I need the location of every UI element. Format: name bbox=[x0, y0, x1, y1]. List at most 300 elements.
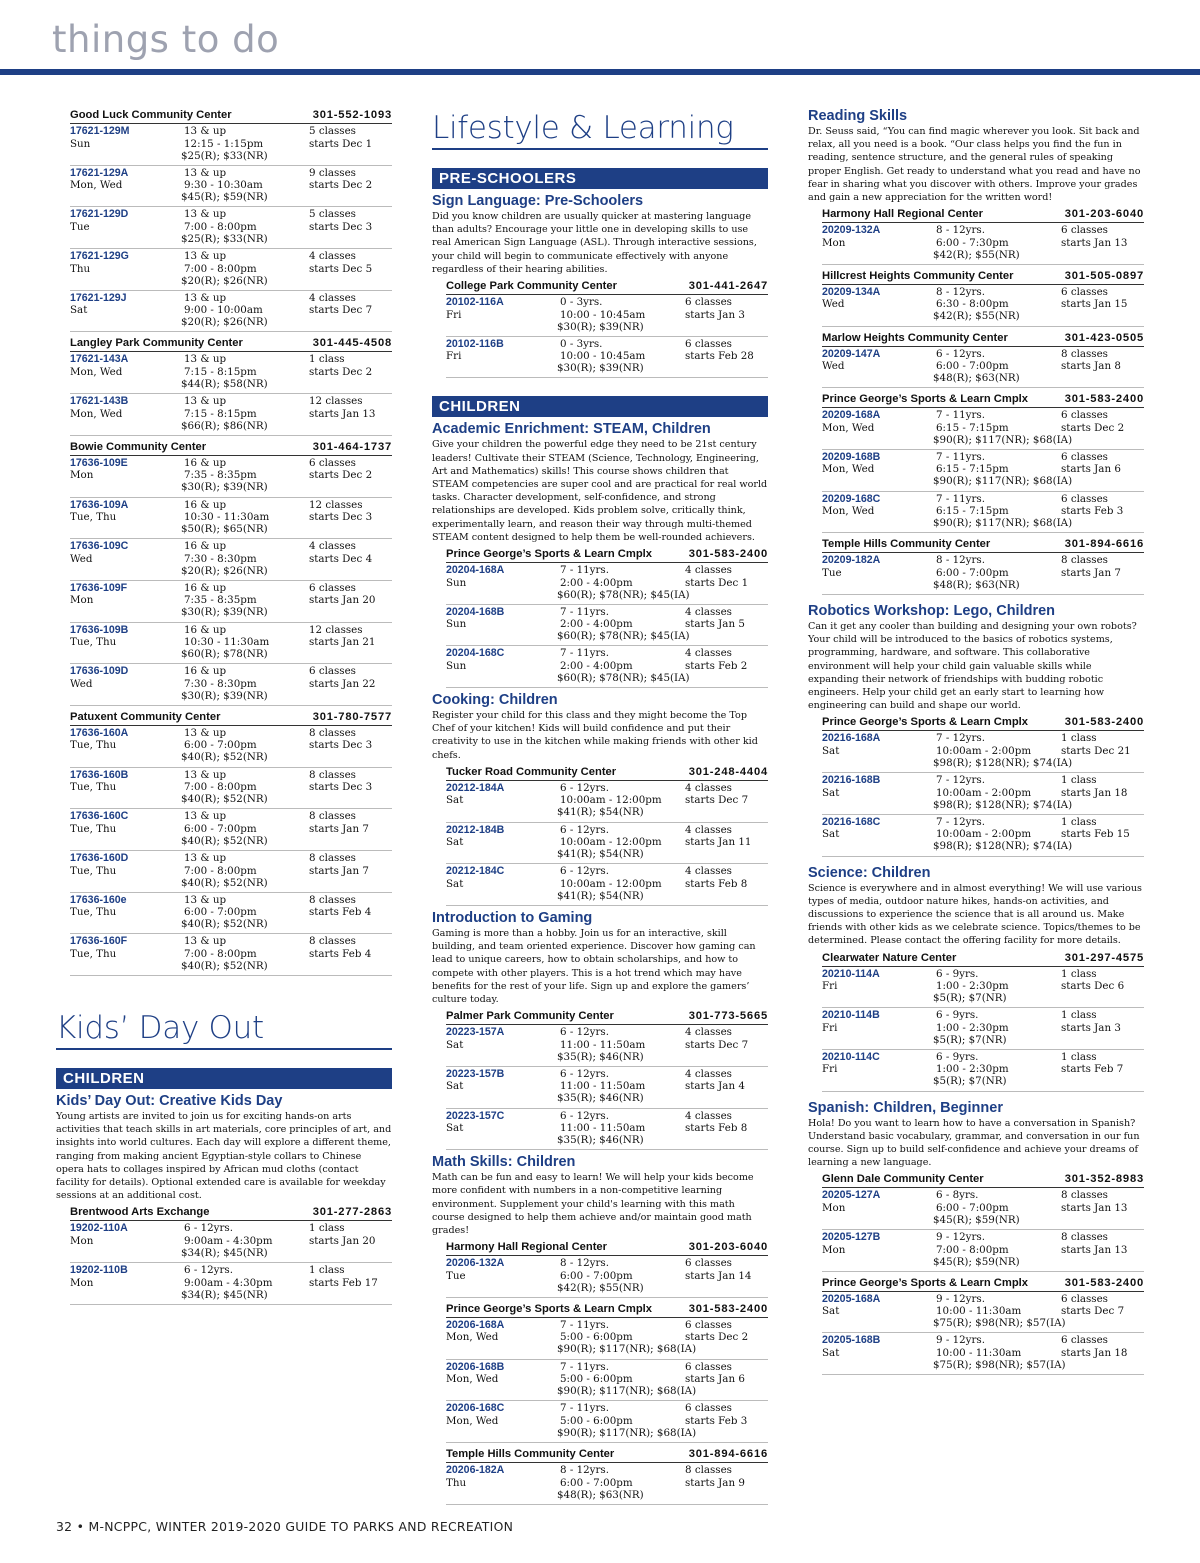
class-days: Mon bbox=[70, 1276, 94, 1289]
class-row bbox=[446, 605, 768, 647]
venue-name: Marlow Heights Community Center bbox=[822, 331, 1008, 344]
venue-block bbox=[822, 207, 1144, 265]
start-date: starts Feb 3 bbox=[1061, 505, 1124, 518]
course-code: 20209-168A bbox=[822, 409, 881, 422]
start-date: starts Dec 2 bbox=[309, 365, 373, 378]
children-banner: CHILDREN bbox=[56, 1068, 392, 1089]
venue-phone: 301-894-6616 bbox=[688, 1448, 768, 1460]
venue-header bbox=[70, 440, 392, 456]
class-count: 8 classes bbox=[685, 1464, 732, 1476]
class-time: 11:00 - 11:50am bbox=[560, 1080, 646, 1093]
class-count: 1 class bbox=[1061, 967, 1097, 980]
course-code: 20223-157B bbox=[446, 1067, 505, 1080]
class-fee: $30(R); $39(NR) bbox=[181, 689, 268, 702]
start-date: starts Dec 7 bbox=[309, 304, 373, 317]
start-date: starts Dec 1 bbox=[685, 576, 749, 589]
course-code: 17621-129G bbox=[70, 250, 129, 263]
class-fee: $25(R); $33(NR) bbox=[181, 232, 268, 245]
course-code: 20205-168A bbox=[822, 1292, 881, 1305]
course-code: 20209-182A bbox=[822, 554, 881, 567]
class-days: Mon bbox=[70, 469, 94, 482]
age-range: 16 & up bbox=[184, 623, 227, 636]
venue-header bbox=[70, 1205, 392, 1221]
class-count: 1 class bbox=[1061, 1009, 1097, 1022]
course-code: 17636-160A bbox=[70, 726, 129, 739]
start-date: starts Feb 28 bbox=[685, 350, 754, 363]
course-code: 20223-157A bbox=[446, 1026, 505, 1039]
class-time: 6:00 - 7:00pm bbox=[936, 1201, 1009, 1214]
class-row bbox=[822, 1333, 1144, 1375]
lifestyle-learning-title: Lifestyle & Learning bbox=[432, 110, 768, 150]
class-count: 12 classes bbox=[309, 395, 363, 408]
class-count: 1 class bbox=[1061, 774, 1097, 787]
class-days: Tue, Thu bbox=[70, 822, 117, 835]
venue-block bbox=[446, 1009, 768, 1150]
class-row bbox=[446, 864, 768, 906]
class-days: Sat bbox=[446, 1122, 464, 1135]
class-row bbox=[70, 166, 392, 208]
venue-header bbox=[822, 1172, 1144, 1188]
class-count: 4 classes bbox=[685, 865, 732, 878]
class-count: 4 classes bbox=[685, 1067, 732, 1080]
class-time: 6:00 - 7:30pm bbox=[936, 236, 1009, 249]
class-time: 10:00am - 2:00pm bbox=[936, 786, 1032, 799]
age-range: 13 & up bbox=[184, 935, 227, 948]
age-range: 0 - 3yrs. bbox=[560, 337, 603, 350]
class-fee: $30(R); $39(NR) bbox=[181, 606, 268, 619]
class-days: Sat bbox=[446, 794, 464, 807]
age-range: 6 - 12yrs. bbox=[560, 781, 609, 794]
class-fee: $98(R); $128(NR); $74(IA) bbox=[933, 840, 1073, 853]
class-count: 8 classes bbox=[309, 852, 356, 864]
class-row bbox=[446, 1256, 768, 1298]
course-code: 17636-109B bbox=[70, 623, 129, 636]
venue-phone: 301-583-2400 bbox=[1064, 393, 1144, 406]
class-days: Tue bbox=[446, 1269, 466, 1282]
class-fee: $90(R); $117(NR); $68(IA) bbox=[557, 1343, 697, 1356]
start-date: starts Jan 20 bbox=[309, 594, 376, 607]
venue-list bbox=[432, 547, 768, 688]
class-count: 1 class bbox=[309, 1222, 345, 1235]
class-days: Tue, Thu bbox=[70, 864, 117, 877]
course-description: Did you know children are usually quicker at mastering language than adults? Encourage your little one in developing skills to use real American Sign Language (ASL). Through interactive sessions, your child will begin to communicate effectively with anyone regardless of their hearing abilities. bbox=[432, 211, 757, 275]
class-time: 6:00 - 7:00pm bbox=[936, 566, 1009, 579]
class-time: 6:15 - 7:15pm bbox=[936, 421, 1009, 434]
class-count: 6 classes bbox=[685, 1257, 732, 1270]
course-code: 20210-114C bbox=[822, 1050, 880, 1063]
course-title: Introduction to Gaming bbox=[432, 909, 593, 926]
class-count: 4 classes bbox=[685, 823, 732, 836]
class-time: 7:00 - 8:00pm bbox=[184, 864, 257, 877]
class-row bbox=[822, 1188, 1144, 1230]
class-count: 4 classes bbox=[685, 605, 732, 618]
course-code: 17621-129M bbox=[70, 125, 130, 137]
course-code: 17636-109D bbox=[70, 665, 129, 678]
class-row bbox=[70, 1263, 392, 1305]
course-code: 19202-110B bbox=[70, 1264, 128, 1277]
venue-name: Brentwood Arts Exchange bbox=[70, 1206, 210, 1219]
venue-header bbox=[446, 1447, 768, 1463]
venue-block bbox=[446, 279, 768, 378]
course-code: 20206-168A bbox=[446, 1318, 505, 1331]
course-code: 20204-168B bbox=[446, 605, 505, 618]
course-description: Register your child for this class and they might become the Top Chef of your kitchen! Kids will build confidence and put their creativity to use in the kitchen while making friends with other kid chefs. bbox=[432, 710, 758, 761]
class-count: 1 class bbox=[1061, 1050, 1097, 1063]
class-days: Mon bbox=[70, 594, 94, 607]
class-time: 5:00 - 6:00pm bbox=[560, 1331, 633, 1344]
class-time: 6:00 - 7:00pm bbox=[184, 822, 257, 835]
class-row bbox=[446, 295, 768, 337]
course-code: 20216-168C bbox=[822, 815, 881, 828]
course-code: 20206-168B bbox=[446, 1360, 505, 1373]
venue-header bbox=[70, 710, 392, 726]
class-time: 7:00 - 8:00pm bbox=[184, 947, 257, 960]
class-fee: $35(R); $46(NR) bbox=[557, 1092, 644, 1105]
course-code: 17621-143B bbox=[70, 395, 129, 408]
class-row bbox=[822, 731, 1144, 773]
class-fee: $60(R); $78(NR); $45(IA) bbox=[557, 630, 690, 643]
class-days: Tue, Thu bbox=[70, 511, 117, 523]
venue-phone: 301-552-1093 bbox=[312, 109, 392, 121]
class-row bbox=[70, 623, 392, 665]
class-row bbox=[70, 249, 392, 291]
class-days: Fri bbox=[446, 308, 462, 321]
class-count: 6 classes bbox=[309, 456, 356, 469]
venue-header bbox=[446, 1009, 768, 1025]
start-date: starts Jan 5 bbox=[685, 618, 745, 631]
start-date: starts Dec 3 bbox=[309, 511, 373, 523]
age-range: 8 - 12yrs. bbox=[560, 1464, 609, 1476]
class-days: Fri bbox=[822, 1021, 838, 1034]
class-fee: $48(R); $63(NR) bbox=[933, 578, 1020, 591]
age-range: 13 & up bbox=[184, 768, 227, 781]
start-date: starts Jan 13 bbox=[309, 407, 376, 420]
start-date: starts Jan 9 bbox=[685, 1476, 745, 1489]
venue-block bbox=[822, 392, 1144, 533]
age-range: 6 - 12yrs. bbox=[936, 347, 985, 360]
class-count: 8 classes bbox=[1061, 1189, 1108, 1202]
class-days: Sat bbox=[446, 1080, 464, 1093]
start-date: starts Jan 15 bbox=[1061, 298, 1128, 311]
course-code: 20209-132A bbox=[822, 224, 881, 237]
start-date: starts Jan 3 bbox=[685, 308, 745, 321]
class-days: Mon bbox=[70, 1234, 94, 1247]
class-count: 4 classes bbox=[309, 291, 356, 304]
venue-list bbox=[56, 108, 392, 976]
venue-list bbox=[432, 765, 768, 906]
class-fee: $40(R); $52(NR) bbox=[181, 959, 268, 972]
venue-block bbox=[446, 1447, 768, 1505]
course-code: 17636-160D bbox=[70, 852, 129, 864]
start-date: starts Jan 13 bbox=[1061, 1201, 1128, 1214]
class-days: Sat bbox=[446, 836, 464, 849]
class-row bbox=[822, 1292, 1144, 1334]
start-date: starts Jan 14 bbox=[685, 1269, 752, 1282]
venue-header bbox=[822, 392, 1144, 408]
class-row bbox=[70, 498, 392, 540]
age-range: 16 & up bbox=[184, 665, 227, 678]
class-row bbox=[446, 1401, 768, 1443]
class-days: Fri bbox=[446, 350, 462, 363]
start-date: starts Dec 21 bbox=[1061, 744, 1131, 757]
class-count: 6 classes bbox=[685, 296, 732, 309]
class-count: 4 classes bbox=[685, 647, 732, 660]
class-time: 6:30 - 8:00pm bbox=[936, 298, 1009, 311]
age-range: 6 - 8yrs. bbox=[936, 1189, 979, 1202]
course-code: 17621-129J bbox=[70, 291, 127, 304]
class-fee: $42(R); $55(NR) bbox=[557, 1281, 644, 1294]
class-count: 6 classes bbox=[1061, 285, 1108, 298]
class-row bbox=[822, 450, 1144, 492]
course-code: 20205-168B bbox=[822, 1334, 881, 1347]
start-date: starts Dec 6 bbox=[1061, 980, 1125, 993]
class-count: 4 classes bbox=[685, 1026, 732, 1039]
page-section-title: things to do bbox=[52, 18, 280, 61]
course-code: 20209-134A bbox=[822, 285, 881, 298]
age-range: 8 - 12yrs. bbox=[936, 554, 985, 567]
course-code: 20212-184B bbox=[446, 823, 505, 836]
class-fee: $48(R); $63(NR) bbox=[557, 1488, 644, 1501]
pre-schoolers-banner: PRE-SCHOOLERS bbox=[432, 168, 768, 189]
venue-name: Prince George’s Sports & Learn Cmplx bbox=[446, 1302, 652, 1315]
class-days: Tue, Thu bbox=[70, 947, 117, 960]
course-code: 20102-116A bbox=[446, 296, 504, 309]
class-fee: $41(R); $54(NR) bbox=[557, 848, 644, 861]
class-time: 9:30 - 10:30am bbox=[184, 179, 263, 192]
class-days: Mon, Wed bbox=[446, 1414, 499, 1427]
start-date: starts Jan 8 bbox=[1061, 360, 1121, 373]
start-date: starts Jan 11 bbox=[685, 836, 752, 849]
venue-list bbox=[808, 1172, 1144, 1375]
venue-phone: 301-583-2400 bbox=[1064, 1276, 1144, 1289]
start-date: starts Jan 22 bbox=[309, 677, 376, 690]
class-time: 9:00am - 4:30pm bbox=[184, 1234, 273, 1247]
class-time: 2:00 - 4:00pm bbox=[560, 659, 633, 672]
venue-list bbox=[432, 279, 768, 378]
class-time: 7:15 - 8:15pm bbox=[184, 407, 257, 420]
class-fee: $30(R); $39(NR) bbox=[181, 481, 268, 494]
class-fee: $66(R); $86(NR) bbox=[181, 419, 268, 432]
class-row bbox=[70, 1221, 392, 1263]
class-fee: $5(R); $7(NR) bbox=[933, 1075, 1007, 1088]
class-count: 8 classes bbox=[1061, 347, 1108, 360]
start-date: starts Jan 20 bbox=[309, 1234, 376, 1247]
age-range: 7 - 11yrs. bbox=[936, 450, 985, 463]
class-count: 5 classes bbox=[309, 208, 356, 221]
class-fee: $35(R); $46(NR) bbox=[557, 1050, 644, 1063]
class-fee: $48(R); $63(NR) bbox=[933, 372, 1020, 385]
venue-block bbox=[822, 715, 1144, 856]
start-date: starts Dec 2 bbox=[1061, 421, 1125, 434]
class-time: 2:00 - 4:00pm bbox=[560, 576, 633, 589]
class-fee: $90(R); $117(NR); $68(IA) bbox=[933, 475, 1073, 488]
class-fee: $20(R); $26(NR) bbox=[181, 316, 268, 329]
class-time: 12:15 - 1:15pm bbox=[184, 137, 264, 150]
class-fee: $20(R); $26(NR) bbox=[181, 274, 268, 287]
class-count: 6 classes bbox=[1061, 1334, 1108, 1347]
course-description: Dr. Seuss said, “You can find magic wherever you look. Sit back and relax, all you need is a book. “Our class helps you find the fun in reading, sentence structure, and the general rules of speaking proper English. Get ready to understand what you read and have no fear in sharing what you discover with others. Improve your grades and gain a new appreciation for the written word! bbox=[808, 126, 1141, 204]
course-code: 17621-129D bbox=[70, 208, 129, 221]
class-row bbox=[446, 823, 768, 865]
class-days: Mon bbox=[822, 236, 846, 249]
age-range: 13 & up bbox=[184, 893, 227, 906]
class-fee: $90(R); $117(NR); $68(IA) bbox=[557, 1426, 697, 1439]
age-range: 7 - 11yrs. bbox=[560, 1402, 609, 1415]
venue-phone: 301-248-4404 bbox=[688, 765, 768, 778]
class-time: 2:00 - 4:00pm bbox=[560, 618, 633, 631]
age-range: 6 - 12yrs. bbox=[560, 1026, 609, 1039]
class-time: 10:00 - 11:30am bbox=[936, 1346, 1022, 1359]
class-row bbox=[70, 893, 392, 935]
course-description: Give your children the powerful edge they need to be 21st century leaders! Cultivate their STEAM (Science, Technology, Engineering, Art and Mathematics) skills! This course shows children that STEAM competencies are super cool and are practical for real world tasks. Character development, self-confidence, and strong relationships are developed. Kids problem solve, critically think, experimentally learn, and reason their way through multi-themed STEAM content designed to help them be well-rounded achievers. bbox=[432, 439, 768, 543]
age-range: 7 - 11yrs. bbox=[936, 492, 985, 505]
class-row bbox=[446, 337, 768, 379]
class-count: 6 classes bbox=[685, 1318, 732, 1331]
class-fee: $34(R); $45(NR) bbox=[181, 1246, 268, 1259]
course-code: 17621-143A bbox=[70, 353, 129, 366]
start-date: starts Feb 7 bbox=[1061, 1063, 1124, 1076]
venue-list bbox=[432, 1009, 768, 1150]
start-date: starts Dec 2 bbox=[309, 469, 373, 482]
class-row bbox=[822, 285, 1144, 327]
class-time: 10:00 - 10:45am bbox=[560, 308, 646, 321]
venue-phone: 301-894-6616 bbox=[1064, 538, 1144, 551]
class-days: Mon, Wed bbox=[822, 421, 875, 434]
course-title: Reading Skills bbox=[808, 108, 908, 124]
venue-name: Prince George’s Sports & Learn Cmplx bbox=[822, 1276, 1028, 1289]
class-days: Sat bbox=[446, 877, 464, 890]
class-row bbox=[446, 1360, 768, 1402]
start-date: starts Jan 13 bbox=[1061, 236, 1128, 249]
class-time: 7:35 - 8:35pm bbox=[184, 469, 257, 482]
class-count: 1 class bbox=[1061, 815, 1097, 828]
class-count: 6 classes bbox=[1061, 450, 1108, 463]
class-time: 1:00 - 2:30pm bbox=[936, 1063, 1009, 1076]
class-time: 7:30 - 8:30pm bbox=[184, 552, 257, 565]
venue-header bbox=[822, 331, 1144, 347]
venue-block bbox=[70, 108, 392, 332]
course-code: 20209-168B bbox=[822, 450, 881, 463]
class-row bbox=[70, 934, 392, 976]
class-time: 9:00 - 10:00am bbox=[184, 304, 263, 317]
venue-phone: 301-780-7577 bbox=[312, 710, 392, 723]
course-code: 20206-168C bbox=[446, 1402, 505, 1415]
class-days: Sat bbox=[822, 786, 840, 799]
course-code: 20205-127B bbox=[822, 1231, 881, 1244]
course-description: Math can be fun and easy to learn! We will help your kids become more confident with numbers in a non-competitive learning environment. Supplement your child's learning with this math course designed to help them achieve and/or maintain good math grades! bbox=[432, 1172, 754, 1237]
class-row bbox=[70, 124, 392, 166]
column-2 bbox=[432, 108, 768, 1509]
class-fee: $5(R); $7(NR) bbox=[933, 1033, 1007, 1046]
class-row bbox=[446, 1463, 768, 1505]
course-title: Spanish: Children, Beginner bbox=[808, 1099, 1003, 1116]
class-fee: $90(R); $117(NR); $68(IA) bbox=[933, 433, 1073, 446]
class-count: 9 classes bbox=[309, 166, 356, 179]
class-days: Tue bbox=[822, 566, 842, 579]
class-days: Tue, Thu bbox=[70, 739, 117, 752]
class-fee: $42(R); $55(NR) bbox=[933, 248, 1020, 261]
age-range: 13 & up bbox=[184, 852, 227, 864]
course-title: Cooking: Children bbox=[432, 692, 558, 709]
class-row bbox=[822, 492, 1144, 534]
venue-header bbox=[822, 715, 1144, 731]
course-title: Science: Children bbox=[808, 864, 931, 881]
start-date: starts Dec 3 bbox=[309, 739, 373, 752]
venue-block bbox=[822, 269, 1144, 327]
course-code: 17636-109F bbox=[70, 581, 128, 594]
class-time: 7:00 - 8:00pm bbox=[184, 781, 257, 794]
age-range: 8 - 12yrs. bbox=[560, 1257, 609, 1270]
class-fee: $30(R); $39(NR) bbox=[557, 320, 644, 333]
class-row bbox=[446, 781, 768, 823]
class-count: 6 classes bbox=[685, 337, 732, 350]
start-date: starts Dec 2 bbox=[309, 179, 373, 192]
venue-phone: 301-464-1737 bbox=[312, 440, 392, 453]
class-fee: $98(R); $128(NR); $74(IA) bbox=[933, 798, 1073, 811]
venue-list bbox=[432, 1240, 768, 1504]
course-code: 17636-160F bbox=[70, 935, 128, 948]
venue-phone: 301-773-5665 bbox=[688, 1010, 768, 1023]
class-time: 7:00 - 8:00pm bbox=[184, 220, 257, 233]
class-row bbox=[70, 539, 392, 581]
class-days: Tue bbox=[70, 220, 90, 233]
age-range: 7 - 11yrs. bbox=[560, 605, 609, 618]
course-code: 17636-109C bbox=[70, 540, 129, 553]
venue-phone: 301-583-2400 bbox=[688, 548, 768, 561]
venue-header bbox=[446, 1240, 768, 1256]
start-date: starts Jan 7 bbox=[1061, 566, 1121, 579]
venue-name: Palmer Park Community Center bbox=[446, 1010, 614, 1023]
course-description: Young artists are invited to join us for exciting hands-on arts activities that teach skills in art materials, core principles of art, and insights into world cultures. Each day will explore a different theme, ranging from making ancient Egyptian-style collars to Chinese opera hats to collages inspired by African mud cloths (contact facility for details). Optional extended care is available for weekday sessions at an additional cost. bbox=[56, 1111, 392, 1202]
class-count: 6 classes bbox=[309, 665, 356, 678]
start-date: starts Jan 18 bbox=[1061, 786, 1128, 799]
start-date: starts Jan 6 bbox=[1061, 463, 1121, 476]
course-title: Robotics Workshop: Lego, Children bbox=[808, 603, 1056, 620]
course-code: 17636-160e bbox=[70, 893, 127, 906]
class-fee: $5(R); $7(NR) bbox=[933, 992, 1007, 1005]
venue-header bbox=[446, 1302, 768, 1318]
age-range: 16 & up bbox=[184, 540, 227, 553]
class-row bbox=[822, 815, 1144, 857]
kids-day-out-title: Kids’ Day Out bbox=[56, 1010, 392, 1050]
venue-block bbox=[70, 710, 392, 976]
course-code: 17621-129A bbox=[70, 166, 129, 179]
class-days: Sat bbox=[70, 304, 88, 317]
class-row bbox=[822, 1008, 1144, 1050]
class-time: 6:00 - 7:00pm bbox=[560, 1269, 633, 1282]
venue-block bbox=[446, 765, 768, 906]
start-date: starts Jan 13 bbox=[1061, 1243, 1128, 1256]
class-fee: $40(R); $52(NR) bbox=[181, 793, 268, 806]
class-time: 9:00am - 4:30pm bbox=[184, 1276, 273, 1289]
class-fee: $60(R); $78(NR) bbox=[181, 648, 268, 661]
start-date: starts Feb 17 bbox=[309, 1276, 378, 1289]
start-date: starts Dec 3 bbox=[309, 220, 373, 233]
age-range: 13 & up bbox=[184, 125, 227, 137]
course-code: 17636-109A bbox=[70, 498, 129, 511]
header-rule bbox=[0, 69, 1200, 75]
class-fee: $40(R); $52(NR) bbox=[181, 918, 268, 931]
class-time: 7:00 - 8:00pm bbox=[184, 262, 257, 275]
class-fee: $40(R); $52(NR) bbox=[181, 834, 268, 847]
course-code: 17636-109E bbox=[70, 456, 128, 469]
class-days: Sun bbox=[70, 137, 91, 150]
class-count: 4 classes bbox=[309, 540, 356, 553]
start-date: starts Jan 3 bbox=[1061, 1021, 1121, 1034]
class-days: Wed bbox=[822, 360, 845, 373]
class-count: 1 class bbox=[1061, 732, 1097, 745]
class-row bbox=[70, 581, 392, 623]
